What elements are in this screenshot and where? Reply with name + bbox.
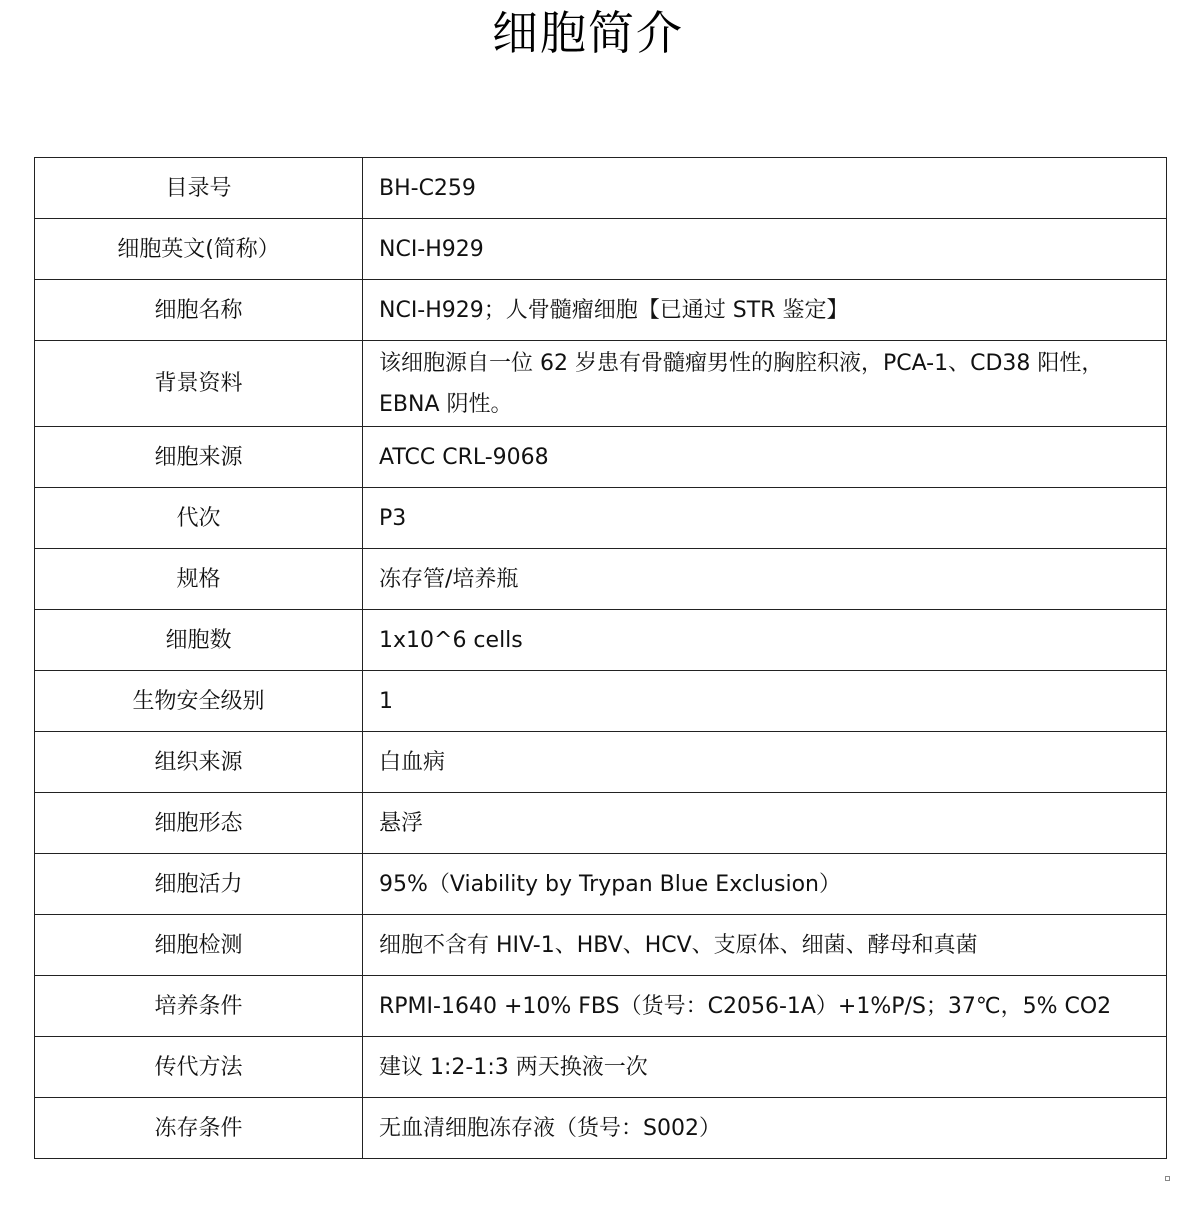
row-value-tissue-source: 白血病 <box>363 732 1167 793</box>
row-label-cell-source: 细胞来源 <box>35 427 363 488</box>
row-label-background: 背景资料 <box>35 341 363 427</box>
table-resize-handle[interactable] <box>1165 1176 1170 1181</box>
table-row <box>35 158 1167 219</box>
row-label-testing: 细胞检测 <box>35 915 363 976</box>
table-row <box>35 793 1167 854</box>
row-value-testing: 细胞不含有 HIV-1、HBV、HCV、支原体、细菌、酵母和真菌 <box>363 915 1167 976</box>
table-row <box>35 219 1167 280</box>
row-label-viability: 细胞活力 <box>35 854 363 915</box>
row-label-catalog-number: 目录号 <box>35 158 363 219</box>
row-label-cell-name: 细胞名称 <box>35 280 363 341</box>
row-value-biosafety-level: 1 <box>363 671 1167 732</box>
row-value-english-abbr: NCI-H929 <box>363 219 1167 280</box>
row-value-viability: 95%（Viability by Trypan Blue Exclusion） <box>363 854 1167 915</box>
row-label-culture-conditions: 培养条件 <box>35 976 363 1037</box>
row-value-passage-method: 建议 1:2-1:3 两天换液一次 <box>363 1037 1167 1098</box>
row-label-freezing-conditions: 冻存条件 <box>35 1098 363 1159</box>
row-value-morphology: 悬浮 <box>363 793 1167 854</box>
row-label-tissue-source: 组织来源 <box>35 732 363 793</box>
row-value-background: 该细胞源自一位 62 岁患有骨髓瘤男性的胸腔积液，PCA-1、CD38 阳性，EBNA 阴性。 <box>363 341 1167 427</box>
table-row <box>35 732 1167 793</box>
table-row <box>35 280 1167 341</box>
row-label-english-abbr: 细胞英文(简称） <box>35 219 363 280</box>
table-row <box>35 488 1167 549</box>
row-value-freezing-conditions: 无血清细胞冻存液（货号：S002） <box>363 1098 1167 1159</box>
table-row <box>35 610 1167 671</box>
table-row <box>35 1098 1167 1159</box>
row-label-biosafety-level: 生物安全级别 <box>35 671 363 732</box>
row-label-passage: 代次 <box>35 488 363 549</box>
row-value-specification: 冻存管/培养瓶 <box>363 549 1167 610</box>
table-row <box>35 854 1167 915</box>
row-label-cell-count: 细胞数 <box>35 610 363 671</box>
row-label-morphology: 细胞形态 <box>35 793 363 854</box>
cell-info-table <box>34 157 1167 1159</box>
table-row <box>35 427 1167 488</box>
table-row <box>35 1037 1167 1098</box>
row-value-passage: P3 <box>363 488 1167 549</box>
row-value-cell-source: ATCC CRL-9068 <box>363 427 1167 488</box>
table-row <box>35 976 1167 1037</box>
row-value-culture-conditions: RPMI-1640 +10% FBS（货号：C2056-1A）+1%P/S；37℃，5% CO2 <box>363 976 1167 1037</box>
row-value-cell-name: NCI-H929；人骨髓瘤细胞【已通过 STR 鉴定】 <box>363 280 1167 341</box>
table-row <box>35 915 1167 976</box>
table-row <box>35 671 1167 732</box>
table-row <box>35 341 1167 427</box>
row-label-specification: 规格 <box>35 549 363 610</box>
row-label-passage-method: 传代方法 <box>35 1037 363 1098</box>
row-value-catalog-number: BH-C259 <box>363 158 1167 219</box>
table-row <box>35 549 1167 610</box>
page-title: 细胞简介 <box>492 6 684 60</box>
row-value-cell-count: 1x10^6 cells <box>363 610 1167 671</box>
